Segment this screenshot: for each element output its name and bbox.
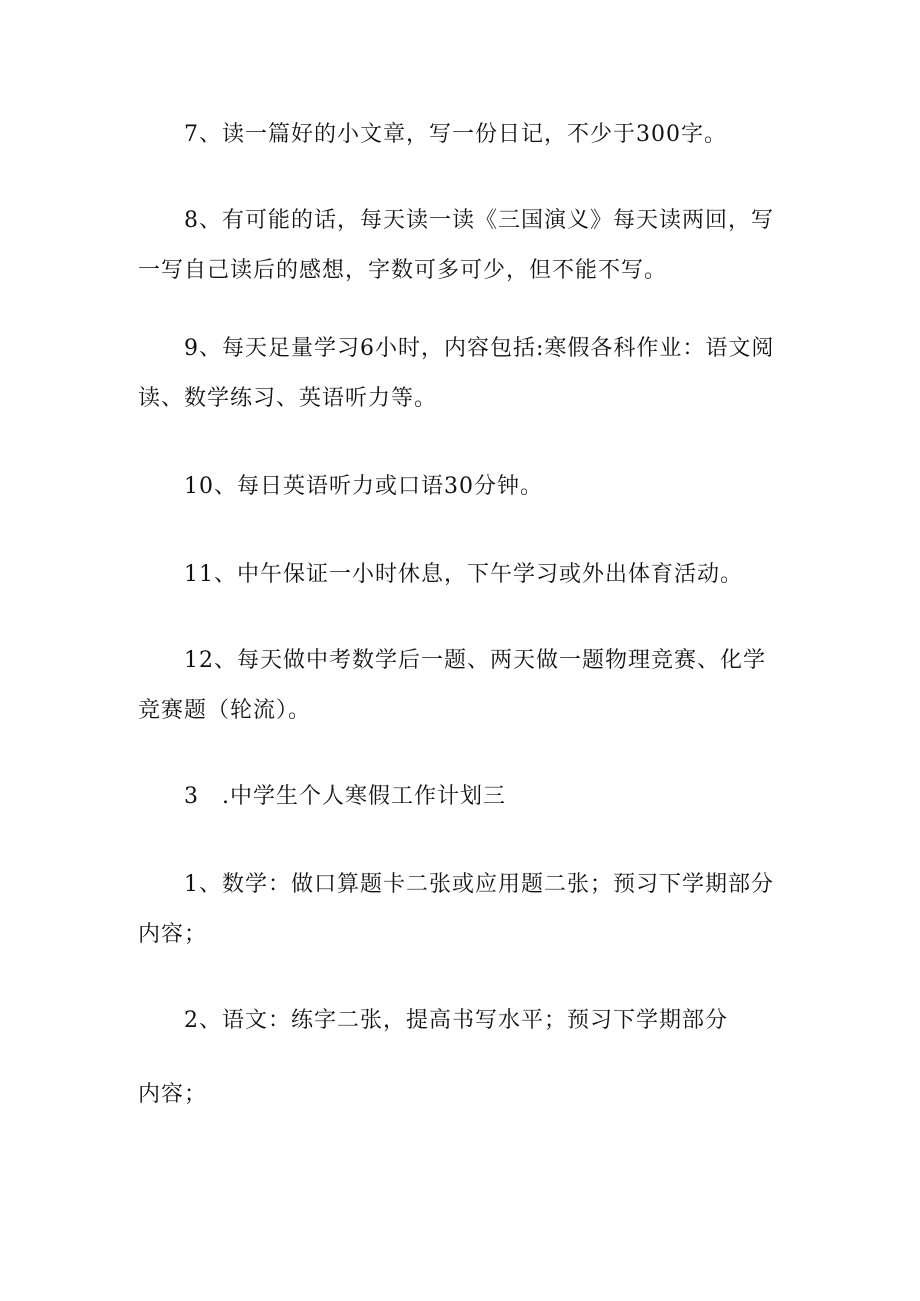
paragraph-item-8: 8、有可能的话，每天读一读《三国演义》每天读两回，写一写自己读后的感想，字数可多可少，但不能不写。 [138,208,774,283]
paragraph-item-10: 10、每日英语听力或口语30分钟。 [184,474,543,499]
paragraph-item-1: 1、数学：做口算题卡二张或应用题二张；预习下学期部分内容； [138,872,774,947]
paragraph-item-11: 11、中午保证一小时休息，下午学习或外出体育活动。 [184,562,743,587]
paragraph-item-12: 12、每天做中考数学后一题、两天做一题物理竞赛、化学竞赛题（轮流）。 [138,648,766,723]
section-heading: 3 .中学生个人寒假工作计划三 [184,784,506,809]
paragraph-continuation: 内容； [138,1082,208,1107]
paragraph-item-9: 9、每天足量学习6小时，内容包括:寒假各科作业：语文阅读、数学练习、英语听力等。 [138,336,775,411]
paragraph-item-2: 2、语文：练字二张，提高书写水平；预习下学期部分 [184,1008,728,1033]
paragraph-item-7: 7、读一篇好的小文章，写一份日记，不少于300字。 [184,122,727,147]
